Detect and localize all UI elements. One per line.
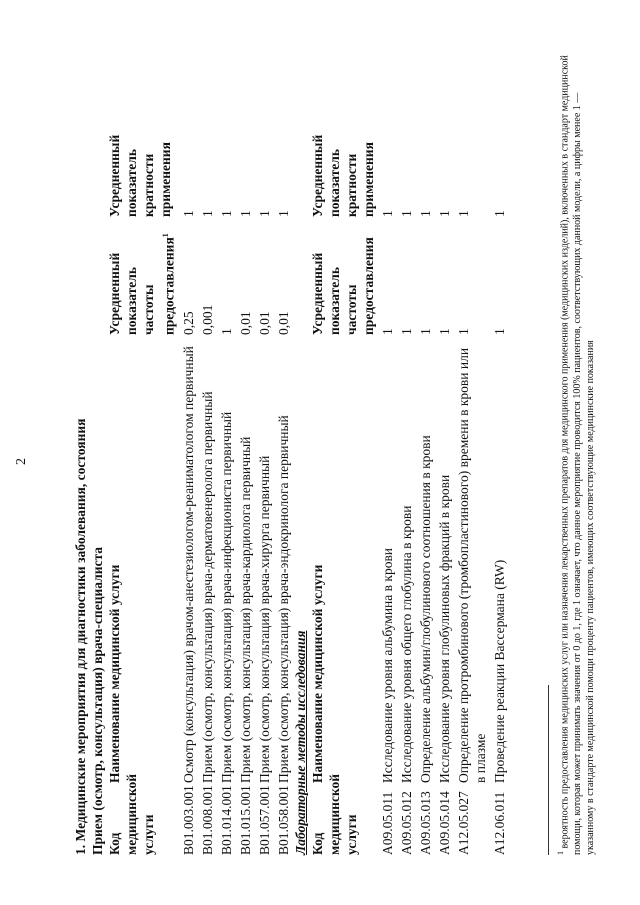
service-code: A09.05.011 [379, 791, 395, 855]
frequency-value: 0,25 [180, 311, 196, 335]
frequency-value: 1 [455, 328, 471, 335]
frequency-value: 0,001 [199, 304, 215, 335]
frequency-value: 0,01 [237, 311, 253, 335]
table-row [491, 43, 508, 855]
table-row [379, 43, 396, 855]
header-name: Наименование медицинской услуги [309, 564, 325, 783]
service-name: Определение протромбинового (тромбопластинового) времени в крови или в плазме [455, 347, 488, 783]
section-title: 1. Медицинские мероприятия для диагностики заболевания, состояния [73, 418, 88, 855]
service-name: Определение альбумин/глобулинового соотношения в крови [417, 435, 433, 783]
multiplicity-value: 1 [237, 210, 253, 217]
service-code: A12.06.011 [491, 791, 507, 855]
service-name: Прием (осмотр, консультация) врача-хирурга первичный [256, 455, 272, 783]
header-code: Код медицинской услуги [309, 773, 359, 855]
table-row [237, 43, 254, 855]
service-code: B01.015.001 [237, 785, 253, 855]
service-code: B01.008.001 [199, 785, 215, 855]
service-code: B01.014.001 [218, 785, 234, 855]
multiplicity-value: 1 [455, 210, 471, 217]
service-name: Исследование уровня глобулиновых фракций в крови [436, 474, 452, 783]
frequency-value: 1 [417, 328, 433, 335]
table-row [398, 43, 415, 855]
service-code: B01.003.001 [180, 785, 196, 855]
header-frequency: Усредненный показатель частоты предоставления [309, 237, 376, 335]
multiplicity-value: 1 [436, 210, 452, 217]
frequency-value: 1 [218, 328, 234, 335]
service-name: Прием (осмотр, консультация) врача-кардиолога первичный [237, 436, 253, 783]
header-name: Наименование медицинской услуги [107, 564, 122, 783]
lab-table-header [309, 43, 377, 855]
multiplicity-value: 1 [256, 210, 272, 217]
table-row [436, 43, 453, 855]
footnote-mark: 1 [161, 233, 170, 238]
table-row [455, 43, 489, 855]
multiplicity-value: 1 [491, 210, 507, 217]
multiplicity-value: 1 [180, 210, 196, 217]
frequency-value: 1 [436, 328, 452, 335]
service-code: A09.05.013 [417, 791, 433, 855]
multiplicity-value: 1 [275, 210, 291, 217]
service-name: Осмотр (консультация) врачом-анестезиологом-реаниматологом первичный [180, 346, 196, 783]
service-name: Прием (осмотр, консультация) врача-эндокринолога первичный [275, 415, 291, 783]
table-row [218, 43, 235, 855]
footnote: $^1$ вероятность предоставления медицинских услуг или назначения лекарственных препаратов для медицинского применения (медицинских изделий), включенных в стандарт медицинской помощи, которая может принимать значения от 0 до 1, где 1 означает, что данное мероприятие проводится 100% пациентов, соответствующих данной модели, а цифры менее 1 — указанному в стандарте медицинской помощи проценту пациентов, имеющих соответствующие медицинские показания [556, 55, 597, 855]
service-code: B01.057.001 [256, 785, 272, 855]
service-name: Исследование уровня альбумина в крови [379, 547, 395, 783]
frequency-value: 0,01 [275, 311, 291, 335]
main-content [72, 43, 508, 855]
table-row [180, 43, 197, 855]
table-row [256, 43, 273, 855]
frequency-value: 1 [398, 328, 414, 335]
frequency-value: 0,01 [256, 311, 272, 335]
service-name: Прием (осмотр, консультация) врача-инфекциониста первичный [218, 411, 234, 783]
service-name: Прием (осмотр, консультация) врача-дерматовенеролога первичный [199, 391, 215, 783]
header-code: Код медицинской услуги [107, 773, 156, 855]
subsection-consult-title: Прием (осмотр, консультация) врача-специалиста [90, 546, 105, 855]
footnote-divider [548, 685, 549, 855]
service-code: A09.05.012 [398, 791, 414, 855]
multiplicity-value: 1 [398, 210, 414, 217]
multiplicity-value: 1 [218, 210, 234, 217]
frequency-value: 1 [491, 328, 507, 335]
consult-table-header [106, 43, 178, 855]
multiplicity-value: 1 [417, 210, 433, 217]
service-code: B01.058.001 [275, 785, 291, 855]
table-row [199, 43, 216, 855]
header-multiplicity: Усредненный показатель кратности применения [309, 134, 376, 217]
table-row [417, 43, 434, 855]
frequency-value: 1 [379, 328, 395, 335]
table-row [275, 43, 292, 855]
service-name: Проведение реакции Вассермана (RW) [491, 559, 507, 783]
subsection-lab-title: Лабораторные методы исследования [292, 630, 308, 855]
multiplicity-value: 1 [379, 210, 395, 217]
header-frequency: Усредненный показатель частоты предоставления$^1$ [107, 233, 177, 335]
service-name: Исследование уровня общего глобулина в крови [398, 505, 414, 783]
header-multiplicity: Усредненный показатель кратности применения [107, 134, 173, 217]
page-number: 2 [14, 458, 29, 465]
multiplicity-value: 1 [199, 210, 215, 217]
service-code: A09.05.014 [436, 791, 452, 855]
service-code: A12.05.027 [455, 791, 471, 855]
